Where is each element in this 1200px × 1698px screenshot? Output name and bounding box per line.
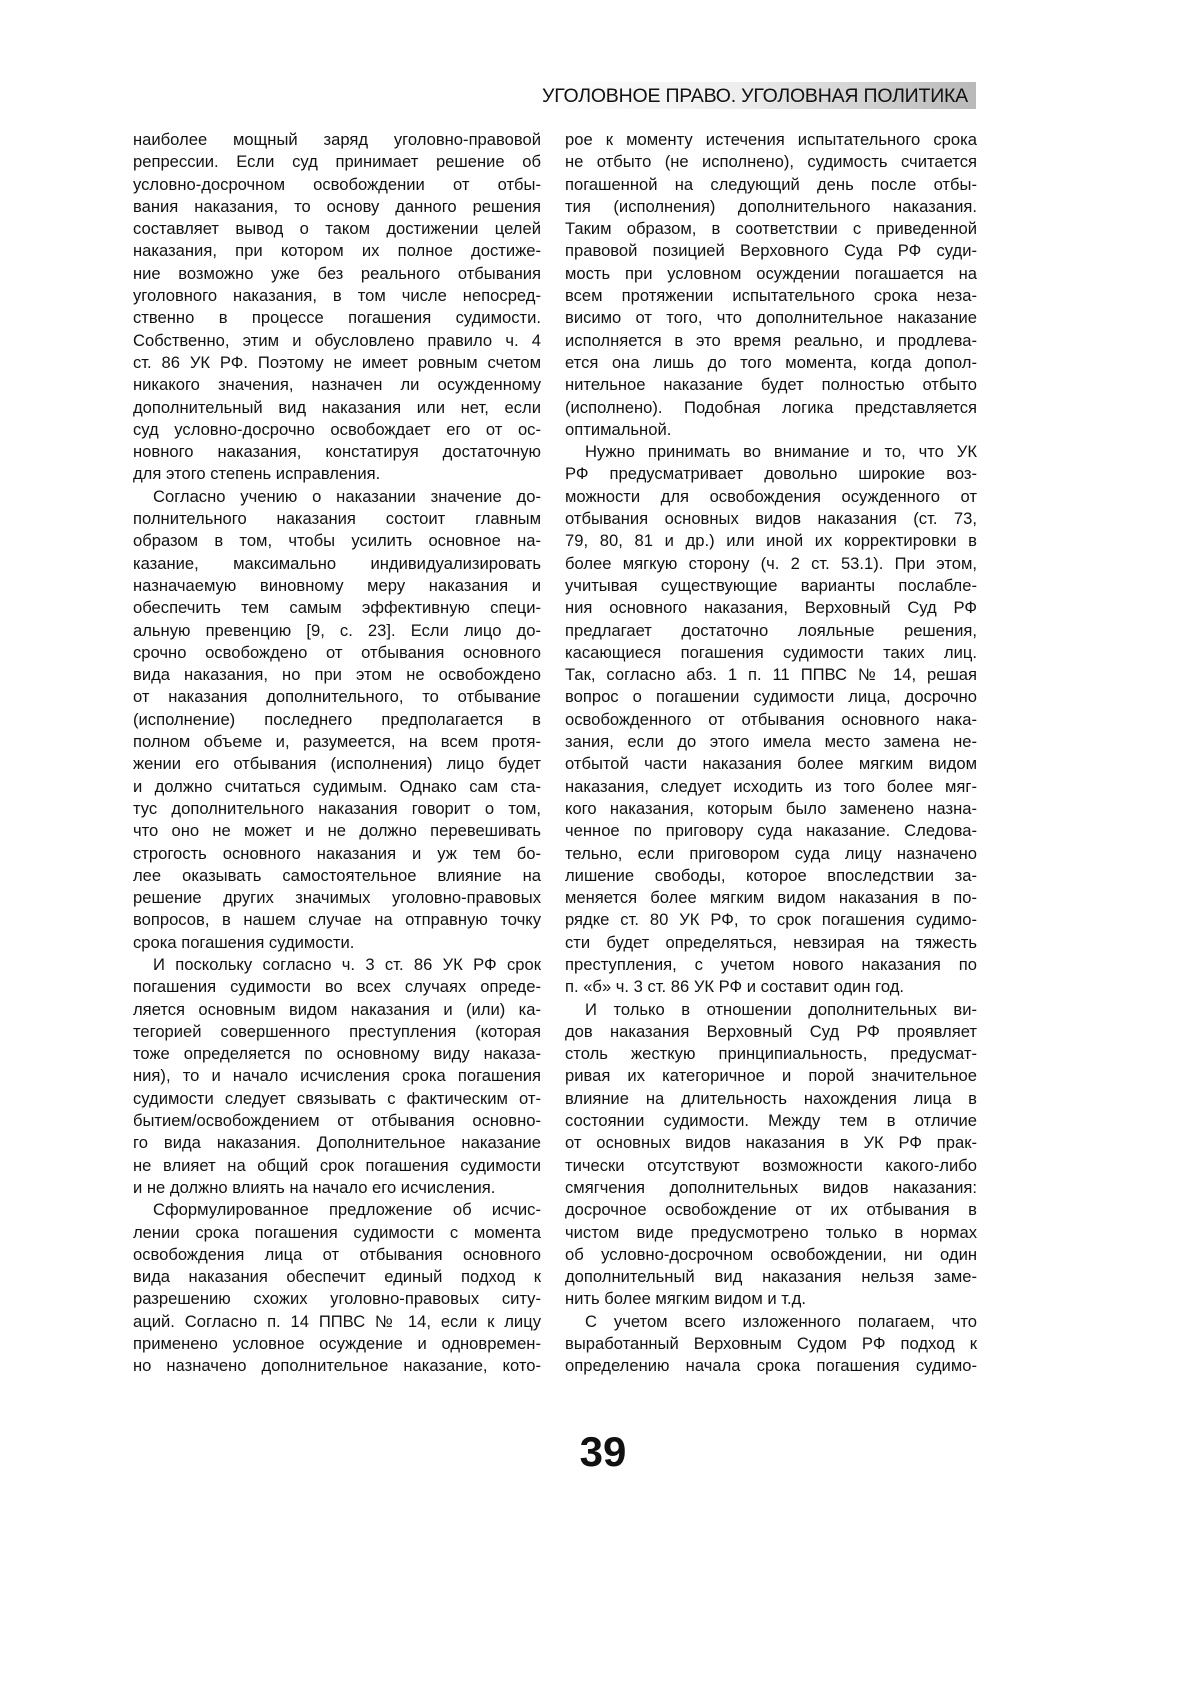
text-line: составляет вывод о таком достижении целей <box>133 218 541 240</box>
paragraph <box>133 1199 541 1377</box>
text-line: Нужно принимать во внимание и то, что УК <box>565 441 977 463</box>
text-line: никакого значения, назначен ли осужденному <box>133 374 541 396</box>
text-line: оптимальной. <box>565 419 977 441</box>
text-line: освобождения лица от отбывания основного <box>133 1244 541 1266</box>
text-line: Таким образом, в соответствии с приведенной <box>565 218 977 240</box>
running-title: УГОЛОВНОЕ ПРАВО. УГОЛОВНАЯ ПОЛИТИКА <box>542 85 968 108</box>
text-line: ченное по приговору суда наказание. Следова- <box>565 820 977 842</box>
text-line: образом в том, чтобы усилить основное на- <box>133 530 541 552</box>
text-line: наиболее мощный заряд уголовно-правовой <box>133 129 541 151</box>
text-line: вида наказания обеспечит единый подход к <box>133 1266 541 1288</box>
text-line: уголовного наказания, в том числе непосред- <box>133 285 541 307</box>
text-line: п. «б» ч. 3 ст. 86 УК РФ и составит один год. <box>565 976 977 998</box>
text-line: разрешению схожих уголовно-правовых ситу- <box>133 1288 541 1310</box>
text-line: И поскольку согласно ч. 3 ст. 86 УК РФ срок <box>133 954 541 976</box>
paragraph <box>133 954 541 1199</box>
text-line: судимости следует связывать с фактическим от- <box>133 1088 541 1110</box>
text-line: чистом виде предусмотрено только в нормах <box>565 1222 977 1244</box>
text-line: лее оказывать самостоятельное влияние на <box>133 865 541 887</box>
text-line: от наказания дополнительного, то отбывание <box>133 686 541 708</box>
text-line: нительное наказание будет полностью отбыто <box>565 374 977 396</box>
text-line: новного наказания, констатируя достаточную <box>133 441 541 463</box>
text-line: правовой позицией Верховного Суда РФ суди- <box>565 240 977 262</box>
text-line: зания, если до этого имела место замена не- <box>565 731 977 753</box>
text-line: И только в отношении дополнительных ви- <box>565 999 977 1021</box>
text-line: кого наказания, которым было заменено назна- <box>565 798 977 820</box>
text-line: ние возможно уже без реального отбывания <box>133 263 541 285</box>
text-line: меняется более мягким видом наказания в по- <box>565 887 977 909</box>
text-line: дов наказания Верховный Суд РФ проявляет <box>565 1021 977 1043</box>
text-line: вания наказания, то основу данного решения <box>133 196 541 218</box>
text-line: отбывания основных видов наказания (ст. 73, <box>565 508 977 530</box>
text-line: отбытой части наказания более мягким видом <box>565 753 977 775</box>
text-line: бытием/освобождением от отбывания основно- <box>133 1110 541 1132</box>
text-line: полном объеме и, разумеется, на всем протя- <box>133 731 541 753</box>
text-line: обеспечить тем самым эффективную специ- <box>133 597 541 619</box>
text-line: тегорией совершенного преступления (которая <box>133 1021 541 1043</box>
text-line: применено условное осуждение и одновремен- <box>133 1333 541 1355</box>
text-line: касающиеся погашения судимости таких лиц. <box>565 642 977 664</box>
text-line: не влияет на общий срок погашения судимости <box>133 1155 541 1177</box>
text-line: ния), то и начало исчисления срока погашения <box>133 1065 541 1087</box>
text-line: мость при условном осуждении погашается на <box>565 263 977 285</box>
running-header <box>540 82 976 109</box>
paragraph <box>565 999 977 1311</box>
text-line: го вида наказания. Дополнительное наказание <box>133 1132 541 1154</box>
text-line: досрочное освобождение от их отбывания в <box>565 1199 977 1221</box>
text-line: (исполнено). Подобная логика представляется <box>565 397 977 419</box>
text-line: и должно считаться судимым. Однако сам ста- <box>133 776 541 798</box>
text-line: можности для освобождения осужденного от <box>565 486 977 508</box>
text-line: нить более мягким видом и т.д. <box>565 1288 977 1310</box>
text-line: Согласно учению о наказании значение до- <box>133 486 541 508</box>
text-line: назначаемую виновному меру наказания и <box>133 575 541 597</box>
paragraph <box>133 129 541 486</box>
text-line: тельно, если приговором суда лицу назначено <box>565 843 977 865</box>
text-line: репрессии. Если суд принимает решение об <box>133 151 541 173</box>
text-line: условно-досрочном освобождении от отбы- <box>133 174 541 196</box>
text-line: альную превенцию [9, с. 23]. Если лицо до- <box>133 620 541 642</box>
text-line: аций. Согласно п. 14 ППВС № 14, если к лицу <box>133 1311 541 1333</box>
text-line: для этого степень исправления. <box>133 463 541 485</box>
text-line: исполняется в это время реально, и продлева- <box>565 330 977 352</box>
text-line: ственно в процессе погашения судимости. <box>133 307 541 329</box>
text-line: об условно-досрочном освобождении, ни один <box>565 1244 977 1266</box>
text-line: полнительного наказания состоит главным <box>133 508 541 530</box>
text-line: тия (исполнения) дополнительного наказания. <box>565 196 977 218</box>
text-line: смягчения дополнительных видов наказания: <box>565 1177 977 1199</box>
right-column <box>565 129 977 1378</box>
text-line: решение других значимых уголовно-правовых <box>133 887 541 909</box>
text-line: ляется основным видом наказания и (или) ка- <box>133 999 541 1021</box>
text-line: Собственно, этим и обусловлено правило ч. 4 <box>133 330 541 352</box>
text-line: но назначено дополнительное наказание, кото- <box>133 1355 541 1377</box>
paragraph <box>565 129 977 441</box>
text-line: срочно освобождено от отбывания основного <box>133 642 541 664</box>
text-line: от основных видов наказания в УК РФ прак- <box>565 1132 977 1154</box>
text-line: дополнительный вид наказания нельзя заме- <box>565 1266 977 1288</box>
text-line: ривая их категоричное и порой значительное <box>565 1065 977 1087</box>
paragraph <box>133 486 541 954</box>
text-line: и не должно влиять на начало его исчисления. <box>133 1177 541 1199</box>
text-line: столь жесткую принципиальность, предусмат- <box>565 1043 977 1065</box>
text-line: более мягкую сторону (ч. 2 ст. 53.1). При этом, <box>565 553 977 575</box>
text-line: тоже определяется по основному виду наказа- <box>133 1043 541 1065</box>
text-line: вопрос о погашении судимости лица, досрочно <box>565 686 977 708</box>
text-line: строгость основного наказания и уж тем бо- <box>133 843 541 865</box>
text-line: вопросов, в нашем случае на отправную точку <box>133 909 541 931</box>
text-line: ния основного наказания, Верховный Суд РФ <box>565 597 977 619</box>
text-line: жении его отбывания (исполнения) лицо будет <box>133 753 541 775</box>
text-line: висимо от того, что дополнительное наказание <box>565 307 977 329</box>
text-line: сти будет определяться, невзирая на тяжесть <box>565 932 977 954</box>
text-line: рое к моменту истечения испытательного срока <box>565 129 977 151</box>
text-line: всем протяжении испытательного срока неза- <box>565 285 977 307</box>
text-line: лении срока погашения судимости с момента <box>133 1222 541 1244</box>
text-line: погашенной на следующий день после отбы- <box>565 174 977 196</box>
text-line: ется она лишь до того момента, когда допол- <box>565 352 977 374</box>
text-line: что оно не может и не должно перевешивать <box>133 820 541 842</box>
text-line: учитывая существующие варианты послабле- <box>565 575 977 597</box>
text-line: ст. 86 УК РФ. Поэтому не имеет ровным счетом <box>133 352 541 374</box>
text-line: срока погашения судимости. <box>133 932 541 954</box>
text-line: не отбыто (не исполнено), судимость считается <box>565 151 977 173</box>
text-line: погашения судимости во всех случаях опреде- <box>133 976 541 998</box>
text-line: тус дополнительного наказания говорит о том, <box>133 798 541 820</box>
text-line: рядке ст. 80 УК РФ, то срок погашения судимо- <box>565 909 977 931</box>
text-line: состоянии судимости. Между тем в отличие <box>565 1110 977 1132</box>
text-line: тически отсутствуют возможности какого-либо <box>565 1155 977 1177</box>
text-line: (исполнение) последнего предполагается в <box>133 709 541 731</box>
left-column <box>133 129 541 1378</box>
text-line: РФ предусматривает довольно широкие воз- <box>565 463 977 485</box>
text-line: определению начала срока погашения судимо- <box>565 1355 977 1377</box>
text-line: Сформулированное предложение об исчис- <box>133 1199 541 1221</box>
text-line: вида наказания, но при этом не освобождено <box>133 664 541 686</box>
text-line: суд условно-досрочно освобождает его от ос- <box>133 419 541 441</box>
text-line: наказания, при котором их полное достиже- <box>133 240 541 262</box>
text-line: наказания, следует исходить из того более мяг- <box>565 776 977 798</box>
paragraph <box>565 441 977 998</box>
text-line: преступления, с учетом нового наказания по <box>565 954 977 976</box>
text-line: освобожденного от отбывания основного нака- <box>565 709 977 731</box>
text-line: лишение свободы, которое впоследствии за- <box>565 865 977 887</box>
page-number: 39 <box>0 1428 1200 1476</box>
paragraph <box>565 1311 977 1378</box>
text-line: выработанный Верховным Судом РФ подход к <box>565 1333 977 1355</box>
text-line: предлагает достаточно лояльные решения, <box>565 620 977 642</box>
text-line: дополнительный вид наказания или нет, если <box>133 397 541 419</box>
text-line: казание, максимально индивидуализировать <box>133 553 541 575</box>
text-line: влияние на длительность нахождения лица в <box>565 1088 977 1110</box>
text-line: С учетом всего изложенного полагаем, что <box>565 1311 977 1333</box>
text-line: 79, 80, 81 и др.) или иной их корректировки в <box>565 530 977 552</box>
text-line: Так, согласно абз. 1 п. 11 ППВС № 14, решая <box>565 664 977 686</box>
